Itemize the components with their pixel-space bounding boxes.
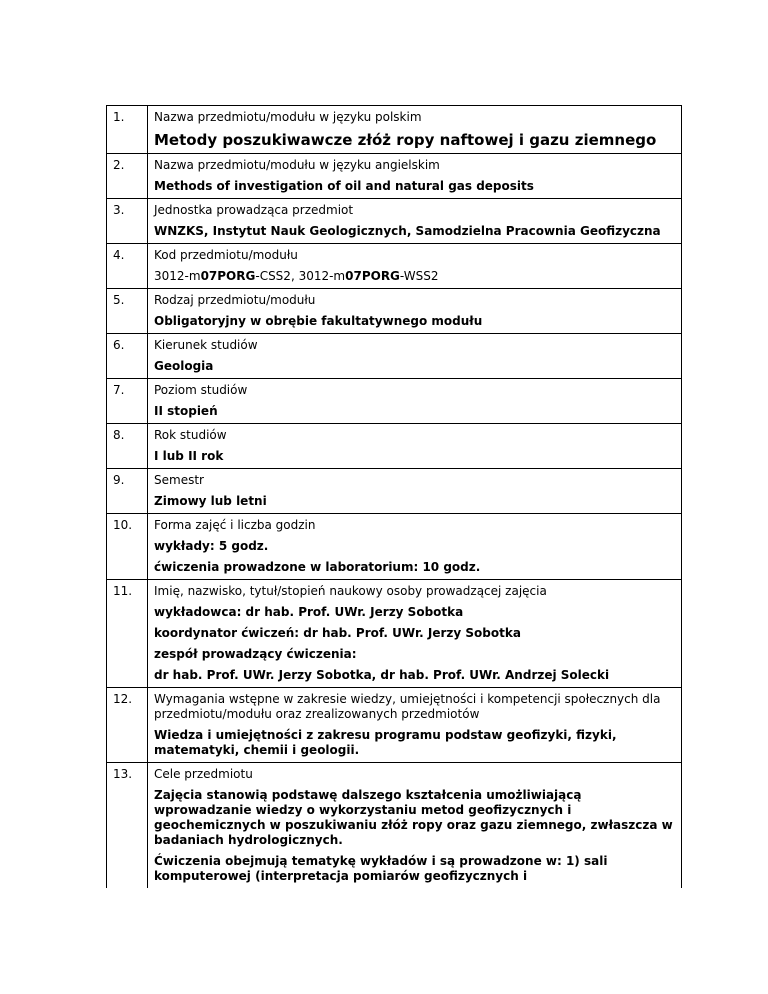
row-number: 3.	[107, 199, 148, 244]
course-title-en: Methods of investigation of oil and natural gas deposits	[154, 179, 534, 193]
row-number: 1.	[107, 106, 148, 154]
row-value: Geologia	[154, 359, 214, 373]
row-content	[148, 199, 682, 244]
row-content	[148, 334, 682, 379]
row-content	[148, 763, 682, 889]
code-part: 3012-m	[154, 269, 201, 283]
table-row	[107, 334, 682, 379]
code-part-bold: 07PORG	[345, 269, 400, 283]
table-row	[107, 379, 682, 424]
code-part: -CSS2, 3012-m	[255, 269, 346, 283]
table-row	[107, 763, 682, 889]
row-value: II stopień	[154, 404, 218, 418]
row-value: wykłady: 5 godz.	[154, 539, 269, 553]
row-content	[148, 244, 682, 289]
row-number: 5.	[107, 289, 148, 334]
table-row	[107, 469, 682, 514]
row-content	[148, 688, 682, 763]
row-value: Zajęcia stanowią podstawę dalszego kształcenia umożliwiającą wprowadzanie wiedzy o wykorzystaniu metod geofizycznych i geochemicznych w poszukiwaniu złóż ropy oraz gazu ziemnego, zwłaszcza w badaniach hydrologicznych.	[154, 788, 673, 847]
row-value: Zimowy lub letni	[154, 494, 267, 508]
row-number: 11.	[107, 580, 148, 688]
row-number: 7.	[107, 379, 148, 424]
row-value: koordynator ćwiczeń: dr hab. Prof. UWr. Jerzy Sobotka	[154, 626, 521, 640]
row-number: 4.	[107, 244, 148, 289]
row-label: Forma zajęć i liczba godzin	[154, 518, 316, 532]
row-content	[148, 469, 682, 514]
table-row	[107, 154, 682, 199]
row-label: Jednostka prowadząca przedmiot	[154, 203, 354, 217]
row-content	[148, 580, 682, 688]
row-content	[148, 514, 682, 580]
row-content	[148, 154, 682, 199]
row-label: Cele przedmiotu	[154, 767, 253, 781]
table-row	[107, 424, 682, 469]
row-label: Nazwa przedmiotu/modułu w języku angielskim	[154, 158, 440, 172]
row-number: 6.	[107, 334, 148, 379]
row-number: 10.	[107, 514, 148, 580]
row-number: 8.	[107, 424, 148, 469]
code-part: -WSS2	[399, 269, 439, 283]
row-label: Kod przedmiotu/modułu	[154, 248, 298, 262]
course-info-table	[106, 105, 682, 888]
row-label: Semestr	[154, 473, 204, 487]
row-content	[148, 379, 682, 424]
course-code	[154, 269, 675, 284]
row-content	[148, 106, 682, 154]
unit-value: WNZKS, Instytut Nauk Geologicznych, Samodzielna Pracownia Geofizyczna	[154, 224, 661, 238]
row-value: ćwiczenia prowadzone w laboratorium: 10 godz.	[154, 560, 481, 574]
table-row	[107, 580, 682, 688]
table-row	[107, 289, 682, 334]
course-title-pl: Metody poszukiwawcze złóż ropy naftowej i gazu ziemnego	[154, 131, 657, 149]
row-value: wykładowca: dr hab. Prof. UWr. Jerzy Sobotka	[154, 605, 464, 619]
row-number: 2.	[107, 154, 148, 199]
row-value: I lub II rok	[154, 449, 224, 463]
table-row	[107, 688, 682, 763]
table-row	[107, 244, 682, 289]
row-label: Rodzaj przedmiotu/modułu	[154, 293, 316, 307]
table-row	[107, 199, 682, 244]
row-number: 13.	[107, 763, 148, 889]
row-label: Kierunek studiów	[154, 338, 258, 352]
row-content	[148, 289, 682, 334]
code-part-bold: 07PORG	[200, 269, 256, 283]
row-value: Obligatoryjny w obrębie fakultatywnego modułu	[154, 314, 483, 328]
row-content	[148, 424, 682, 469]
row-value: zespół prowadzący ćwiczenia:	[154, 647, 357, 661]
table-row	[107, 514, 682, 580]
row-label: Wymagania wstępne w zakresie wiedzy, umiejętności i kompetencji społecznych dla przedmiotu/modułu oraz zrealizowanych przedmiotów	[154, 692, 661, 721]
row-value: Ćwiczenia obejmują tematykę wykładów i są prowadzone w: 1) sali komputerowej (interpretacja pomiarów geofizycznych i	[154, 854, 608, 883]
table-row	[107, 106, 682, 154]
row-label: Poziom studiów	[154, 383, 248, 397]
row-label: Nazwa przedmiotu/modułu w języku polskim	[154, 110, 422, 124]
row-value: dr hab. Prof. UWr. Jerzy Sobotka, dr hab. Prof. UWr. Andrzej Solecki	[154, 668, 610, 682]
row-label: Rok studiów	[154, 428, 227, 442]
row-label: Imię, nazwisko, tytuł/stopień naukowy osoby prowadzącej zajęcia	[154, 584, 547, 598]
row-number: 12.	[107, 688, 148, 763]
row-value: Wiedza i umiejętności z zakresu programu podstaw geofizyki, fizyki, matematyki, chemii i geologii.	[154, 728, 617, 757]
row-number: 9.	[107, 469, 148, 514]
